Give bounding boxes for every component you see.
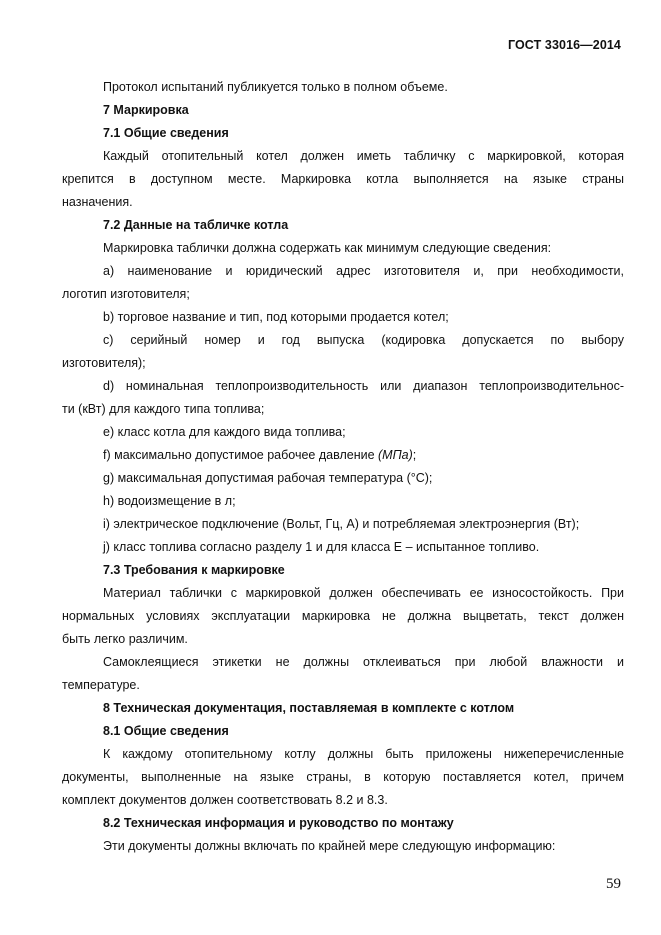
paragraph-line: быть легко различим. (62, 632, 188, 646)
list-item: c) серийный номер и год выпуска (кодировка допускается по выбору (103, 333, 624, 347)
list-item: d) номинальная теплопроизводительность или диапазон теплопроизводительнос- (103, 379, 624, 393)
list-item: b) торговое название и тип, под которыми продается котел; (103, 310, 449, 324)
standard-header: ГОСТ 33016—2014 (507, 38, 621, 52)
section-heading: 7 Маркировка (103, 103, 189, 117)
list-item: изготовителя); (62, 356, 146, 370)
paragraph-line: К каждому отопительному котлу должны быть приложены нижеперечисленные (103, 747, 624, 761)
list-item: e) класс котла для каждого вида топлива; (103, 425, 346, 439)
list-item: логотип изготовителя; (62, 287, 190, 301)
list-item: g) максимальная допустимая рабочая температура (°С); (103, 471, 433, 485)
paragraph-line: Эти документы должны включать по крайней мере следующую информацию: (103, 839, 556, 853)
list-item: h) водоизмещение в л; (103, 494, 236, 508)
paragraph-line: Самоклеящиеся этикетки не должны отклеиваться при любой влажности и (103, 655, 624, 669)
list-item-punct: ; (412, 448, 417, 462)
paragraph-line: Протокол испытаний публикуется только в полном объеме. (103, 80, 448, 94)
subsection-heading: 7.2 Данные на табличке котла (103, 218, 289, 232)
subsection-heading: 8.1 Общие сведения (103, 724, 229, 738)
list-item-text: f) максимально допустимое рабочее давление (103, 448, 379, 462)
paragraph-line: нормальных условиях эксплуатации маркировка не должна выцветать, текст должен (62, 609, 624, 623)
paragraph-line: Маркировка таблички должна содержать как минимум следующие сведения: (103, 241, 552, 255)
paragraph-line: Материал таблички с маркировкой должен обеспечивать ее износостойкость. При (103, 586, 624, 600)
list-item: ти (кВт) для каждого типа топлива; (62, 402, 265, 416)
paragraph-line: Каждый отопительный котел должен иметь табличку с маркировкой, которая (103, 149, 624, 163)
list-item: а) наименование и юридический адрес изготовителя и, при необходимости, (103, 264, 624, 278)
paragraph-line: назначения. (62, 195, 133, 209)
paragraph-line: крепится в доступном месте. Маркировка котла выполняется на языке страны (62, 172, 624, 186)
paragraph-line: комплект документов должен соответствовать 8.2 и 8.3. (62, 793, 388, 807)
page-number: 59 (606, 876, 621, 892)
page-body (62, 76, 624, 858)
paragraph-line: температуре. (62, 678, 140, 692)
list-item (62, 444, 624, 467)
unit-italic: (МПа) (378, 448, 413, 462)
subsection-heading: 7.1 Общие сведения (103, 126, 229, 140)
subsection-heading: 8.2 Техническая информация и руководство по монтажу (103, 816, 454, 830)
section-heading: 8 Техническая документация, поставляемая в комплекте с котлом (103, 701, 515, 715)
subsection-heading: 7.3 Требования к маркировке (103, 563, 285, 577)
list-item: j) класс топлива согласно разделу 1 и для класса Е – испытанное топливо. (103, 540, 540, 554)
paragraph-line: документы, выполненные на языке страны, в которую поставляется котел, причем (62, 770, 624, 784)
list-item: i) электрическое подключение (Вольт, Гц, А) и потребляемая электроэнергия (Вт); (103, 517, 580, 531)
